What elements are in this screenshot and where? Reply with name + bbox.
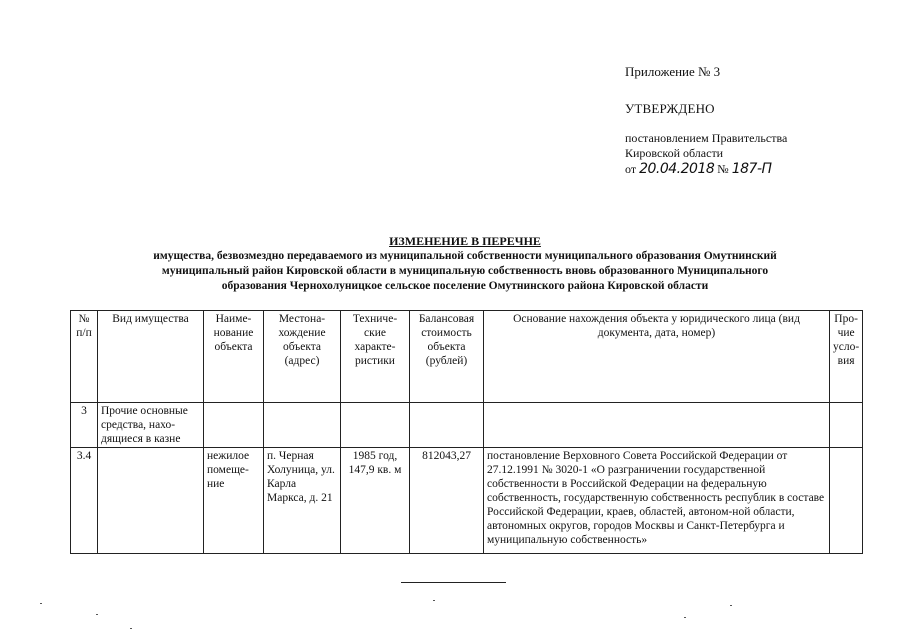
scan-noise (730, 605, 732, 606)
handwritten-number: 187-П (731, 161, 772, 177)
scan-noise (40, 603, 42, 604)
header-other: Про-чие усло-вия (830, 311, 863, 403)
title-line-2: муниципальный район Кировской области в муниципальную собственность вновь образованного Муниципального (161, 265, 769, 277)
scan-noise (433, 600, 435, 601)
scan-noise (96, 614, 98, 615)
header-location: Местона-хождение объекта (адрес) (264, 311, 341, 403)
header-num: № п/п (71, 311, 98, 403)
row-cost: 812043,27 (410, 448, 484, 554)
closing-rule (401, 582, 506, 583)
row-name: нежилое помеще-ние (204, 448, 264, 554)
title-line-1: имущества, безвозмездно передаваемого из муниципальной собственности муниципального образования Омутнинский (153, 250, 777, 262)
header-name: Наиме-нование объекта (204, 311, 264, 403)
title-main: ИЗМЕНЕНИЕ В ПЕРЕЧНЕ (389, 234, 541, 248)
decree-date-line (625, 161, 825, 177)
property-table (70, 310, 863, 554)
row-basis: постановление Верховного Совета Российской Федерации от 27.12.1991 № 3020-1 «О разграничении государственной собственности в Российской Федерации на федеральную собственность, государственную собственность республик в составе Российской Федерации, краев, областей, автоном-ной области, автономных округов, городов Москвы и Санкт-Петербурга и муниципальную собственность» (484, 448, 830, 554)
header-basis: Основание нахождения объекта у юридического лица (вид документа, дата, номер) (484, 311, 830, 403)
row-num: 3.4 (71, 448, 98, 554)
number-prefix: № (717, 162, 729, 176)
decree-line-2: Кировской области (625, 146, 724, 160)
section-type: Прочие основные средства, нахо-дящиеся в казне (98, 403, 204, 448)
handwritten-date: 20.04.2018 (639, 161, 715, 177)
table-header-row (71, 311, 863, 403)
scan-noise (684, 617, 686, 618)
approved-stamp: УТВЕРЖДЕНО (625, 101, 715, 116)
appendix-number: Приложение № 3 (625, 64, 721, 79)
table-row (71, 448, 863, 554)
row-tech: 1985 год, 147,9 кв. м (341, 448, 410, 554)
header-type: Вид имущества (98, 311, 204, 403)
row-other (830, 448, 863, 554)
section-num: 3 (71, 403, 98, 448)
header-tech: Техниче-ские характе-ристики (341, 311, 410, 403)
date-prefix: от (625, 162, 637, 176)
row-location: п. Черная Холуница, ул. Карла Маркса, д. 21 (264, 448, 341, 554)
decree-line-1: постановлением Правительства (625, 131, 788, 145)
document-title (110, 234, 820, 294)
title-line-3: образования Чернохолуницкое сельское поселение Омутнинского района Кировской области (221, 280, 709, 292)
row-type (98, 448, 204, 554)
table-section-row (71, 403, 863, 448)
header-cost: Балансовая стоимость объекта (рублей) (410, 311, 484, 403)
scan-noise (130, 628, 132, 629)
